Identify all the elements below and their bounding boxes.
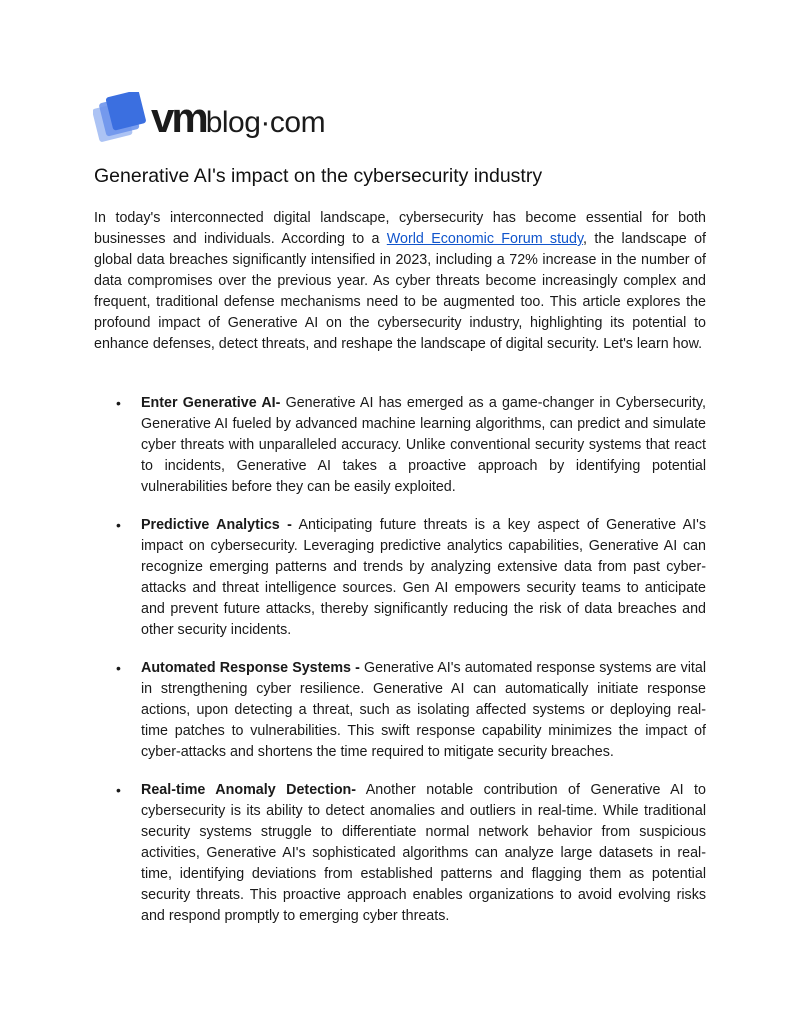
bullet-title: Enter Generative AI- <box>141 395 281 411</box>
bullet-marker: • <box>116 782 121 798</box>
bullet-title: Automated Response Systems - <box>141 660 360 676</box>
bullet-marker: • <box>116 517 121 533</box>
bullet-text: Generative AI's automated response systems are vital in strengthening cyber resilience. Generative AI can automatically initiate response actions, upon detecting a threat, such as isolating affected systems or deploying real-time patches to vulnerabilities. This swift response capability minimizes the impact of cyber-attacks and shortens the time required to mitigate security breaches. <box>141 660 706 760</box>
vmblog-logo[interactable] <box>93 92 343 146</box>
intro-text-start: In today's interconnected digital landscape, cybersecurity has become essential for both businesses and individuals. According to a <box>94 210 706 247</box>
logo-wordmark <box>151 94 325 142</box>
bullet-title: Predictive Analytics - <box>141 517 292 533</box>
bullet-text: Another notable contribution of Generative AI to cybersecurity is its ability to detect anomalies and outliers in real-time. While traditional security systems struggle to differentiate normal network behavior from suspicious activities, Generative AI's sophisticated algorithms can analyze large datasets in real-time, identifying deviations from established patterns and flagging them as potential security threats. This proactive approach enables organizations to avoid evolving risks and respond promptly to emerging cyber threats. <box>141 782 706 924</box>
intro-paragraph <box>94 208 706 355</box>
wef-study-link[interactable]: World Economic Forum study <box>386 231 584 247</box>
list-item <box>94 515 706 641</box>
article-title: Generative AI's impact on the cybersecurity industry <box>94 165 543 187</box>
list-item <box>94 780 706 927</box>
bullet-text: Generative AI has emerged as a game-changer in Cybersecurity, Generative AI fueled by advanced machine learning algorithms, can predict and simulate cyber threats with unparalleled accuracy. Unlike conventional security systems that react to incidents, Generative AI takes a proactive approach by identifying potential vulnerabilities before they can be easily exploited. <box>141 395 706 495</box>
list-item <box>94 658 706 763</box>
logo-mark-icon <box>93 92 155 146</box>
list-item <box>94 393 706 498</box>
logo-vm-text: vm <box>151 94 206 141</box>
bullet-marker: • <box>116 395 121 411</box>
intro-text-end: , the landscape of global data breaches significantly intensified in 2023, including a 72% increase in the number of data compromises over the previous year. As cyber threats become increasingly complex and frequent, traditional defense mechanisms need to be augmented too. This article explores the profound impact of Generative AI on the cybersecurity industry, highlighting its potential to enhance defenses, detect threats, and reshape the landscape of digital security. Let's learn how. <box>94 231 706 352</box>
bullet-text: Anticipating future threats is a key aspect of Generative AI's impact on cybersecurity. Leveraging predictive analytics capabilities, Generative AI can recognize emerging patterns and trends by analyzing extensive data from past cyber-attacks and threat intelligence sources. Gen AI empowers security teams to anticipate and prevent future attacks, thereby significantly reducing the risk of data breaches and other security incidents. <box>141 517 706 638</box>
bullet-list <box>94 393 706 944</box>
bullet-title: Real-time Anomaly Detection- <box>141 782 357 798</box>
bullet-marker: • <box>116 660 121 676</box>
logo-blog-text: blog·com <box>205 106 326 139</box>
